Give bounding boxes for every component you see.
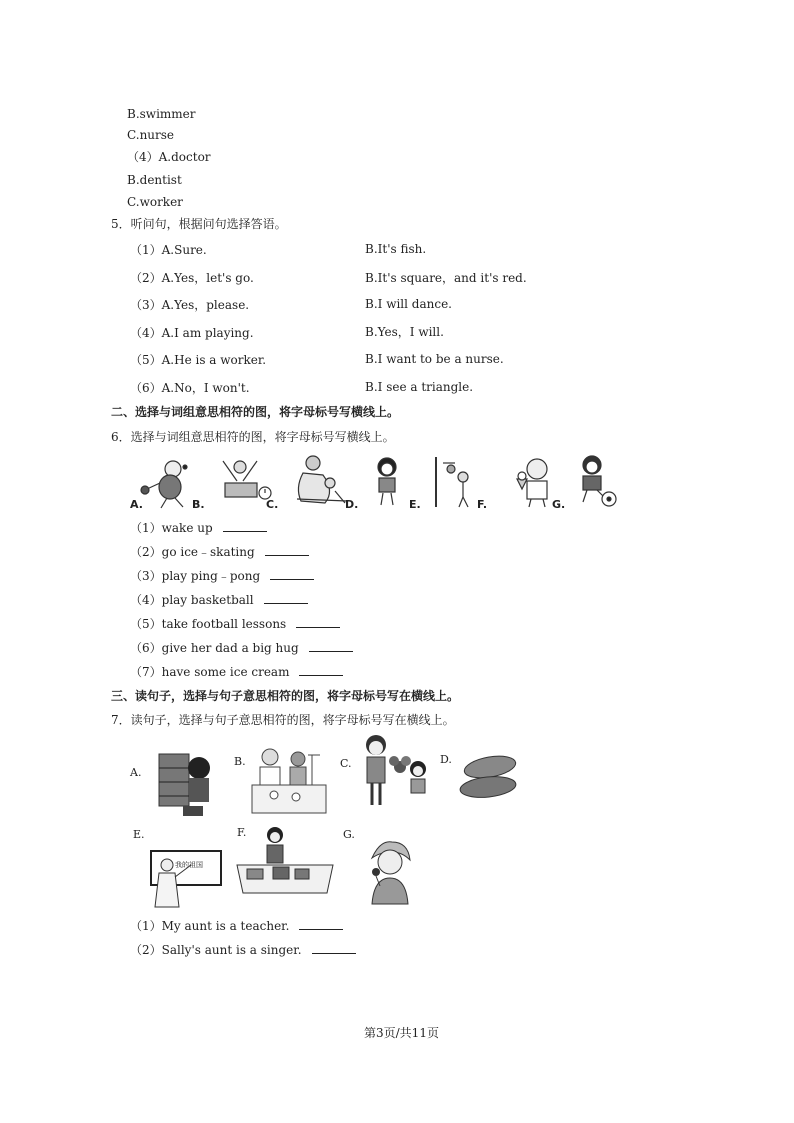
q6-item-7-text: （7）have some ice cream [130,665,290,679]
answer-blank[interactable] [223,521,267,532]
q5-row-5-b: B.I want to be a nurse. [365,352,504,366]
q6-label-g: G. [552,498,566,511]
q7-item-1 [130,919,343,933]
answer-blank[interactable] [264,593,308,604]
section-3-heading: 三、读句子，选择与句子意思相符的图，将字母标号写在横线上。 [111,689,460,703]
q6-item-7 [130,665,343,679]
q6-item-3-text: （3）play ping﹣pong [130,569,261,583]
q5-row-3-b: B.I will dance. [365,297,452,311]
question-5-title: 5．听问句，根据问句选择答语。 [111,217,287,231]
q7-label-a: A. [130,766,142,779]
bookshelf-girl-picture [155,750,215,820]
question-6-title: 6．选择与词组意思相符的图，将字母标号写横线上。 [111,430,395,444]
question-7-title: 7．读句子，选择与句子意思相符的图，将字母标号写在横线上。 [111,713,455,727]
q6-label-f: F. [477,498,488,511]
q6-label-b: B. [192,498,205,511]
q5-row-2-a: （2）A.Yes，let's go. [130,271,254,285]
q7-label-b: B. [234,755,246,768]
sub-question-4: （4）A.doctor [127,150,211,164]
q5-row-2-b: B.It's square，and it's red. [365,271,527,285]
sweet-potato-picture [456,753,522,801]
ping-pong-boy-picture [141,461,187,508]
science-lab-picture [250,745,328,815]
q5-row-5-a: （5）A.He is a worker. [130,353,267,367]
q5-row-1-a: （1）A.Sure. [130,243,207,257]
q6-label-e: E. [409,498,421,511]
q5-row-6-b: B.I see a triangle. [365,380,474,394]
option-c-nurse: C.nurse [127,128,175,142]
answer-blank[interactable] [299,665,343,676]
q6-label-c: C. [266,498,279,511]
q6-item-5 [130,617,340,631]
football-picture [583,456,616,506]
q7-label-g: G. [343,828,355,841]
flowers-gift-picture [362,733,434,809]
q7-item-1-text: （1）My aunt is a teacher. [130,919,290,933]
q7-label-d: D. [440,753,452,766]
hug-picture [297,456,347,503]
q6-item-4 [130,593,308,607]
q6-item-5-text: （5）take football lessons [130,617,287,631]
girl-picture [378,458,396,505]
option-b-swimmer: B.swimmer [127,107,196,121]
q6-item-1 [130,521,267,535]
answer-blank[interactable] [299,919,343,930]
q6-label-d: D. [345,498,359,511]
q5-row-4-b: B.Yes，I will. [365,325,444,339]
teacher-blackboard-picture [145,845,225,909]
q7-label-f: F. [237,826,247,839]
q6-item-6-text: （6）give her dad a big hug [130,641,299,655]
option-b-dentist: B.dentist [127,173,182,187]
q5-row-3-a: （3）A.Yes，please. [130,298,250,312]
wake-up-picture [223,461,271,499]
option-c-worker: C.worker [127,195,183,209]
q5-row-6-a: （6）A.No，I won't. [130,381,250,395]
singer-picture [362,838,420,908]
answer-blank[interactable] [296,617,340,628]
q5-row-4-a: （4）A.I am playing. [130,326,254,340]
q6-item-3 [130,569,314,583]
blackboard-text: 我的祖国 [175,861,203,869]
q6-item-6 [130,641,353,655]
q7-label-c: C. [340,757,352,770]
q6-item-2 [130,545,309,559]
q6-item-2-text: （2）go ice﹣skating [130,545,255,559]
section-2-heading: 二、选择与词组意思相符的图，将字母标号写横线上。 [111,405,400,419]
q6-label-a: A. [130,498,143,511]
basketball-picture [436,457,468,507]
answer-blank[interactable] [265,545,309,556]
q7-item-2 [130,943,356,957]
q6-item-1-text: （1）wake up [130,521,213,535]
answer-blank[interactable] [309,641,353,652]
q7-item-2-text: （2）Sally's aunt is a singer. [130,943,302,957]
ice-cream-picture [517,459,547,507]
answer-blank[interactable] [270,569,314,580]
page-number: 第3页/共11页 [364,1026,439,1040]
q5-row-1-b: B.It's fish. [365,242,427,256]
answer-blank[interactable] [312,943,356,954]
craft-table-picture [233,825,337,897]
q7-label-e: E. [133,828,145,841]
q6-item-4-text: （4）play basketball [130,593,254,607]
